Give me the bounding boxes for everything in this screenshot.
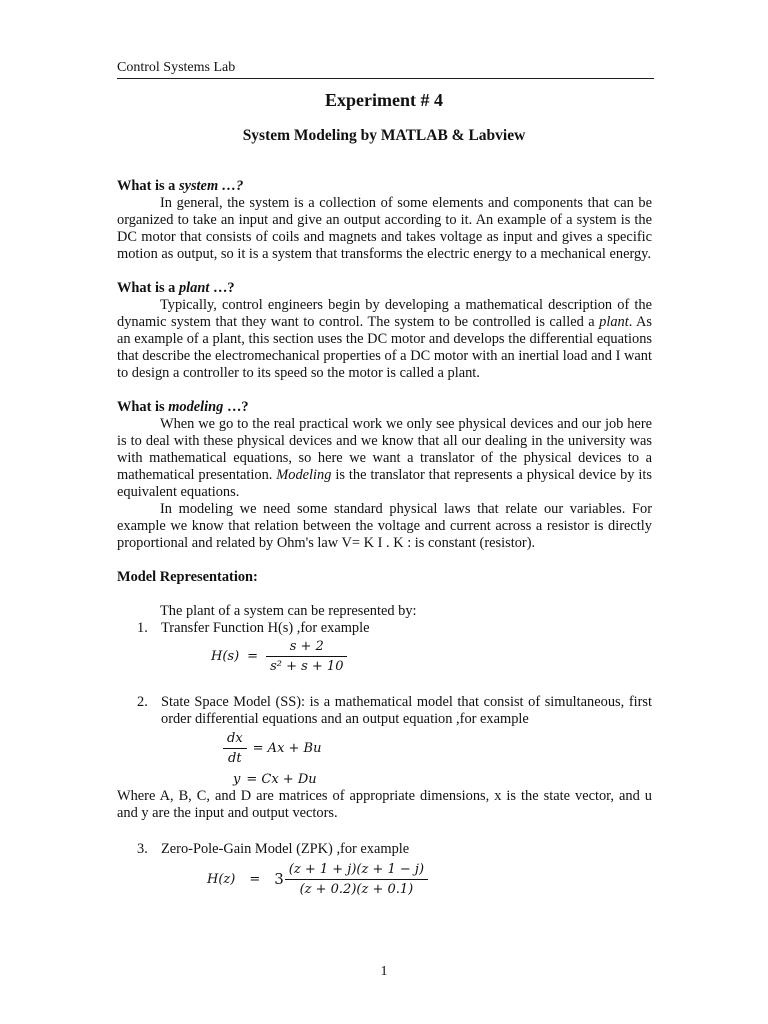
paragraph-system: In general, the system is a collection of some elements and components that can be organized to take an input and give an output according to it. An example of a system is the DC motor that consists of coils and magnets and takes voltage as input and gives a specific motion as output, so it is a system that transforms the electric energy to a mechanical energy.: [117, 195, 652, 262]
equation-denominator: (z + 0.2)(z + 0.1): [299, 882, 414, 897]
equation-equals: =: [247, 649, 259, 664]
heading-what-is-modeling: What is modeling …?: [117, 399, 249, 415]
running-header: Control Systems Lab: [117, 60, 236, 75]
equation-denominator: s² + s + 10: [270, 659, 344, 674]
equation-zpk: [207, 861, 652, 898]
paragraph-plant: Typically, control engineers begin by developing a mathematical description of the dynamic system that they want to control. The system to be controlled is called a plant. As an example of a plant, this section uses the DC motor and develops the differential equations that describe the electromechanical properties of a DC motor with an inertial load and I want to design a controller to its speed so the motor is called a plant.: [117, 297, 652, 381]
equation-output: [233, 771, 652, 788]
list-item-text: Zero-Pole-Gain Model (ZPK) ,for example: [161, 841, 410, 857]
equation-lhs: H(z): [207, 872, 236, 887]
equation-state-rhs: = Ax + Bu: [252, 741, 322, 756]
paragraph-where: Where A, B, C, and D are matrices of appropriate dimensions, x is the state vector, and u and y are the input and output vectors.: [117, 788, 652, 821]
page-subtitle: System Modeling by MATLAB & Labview: [242, 127, 526, 144]
representation-intro: The plant of a system can be represented by:: [160, 603, 417, 619]
equation-numerator: s + 2: [266, 638, 347, 657]
equation-numerator: (z + 1 + j)(z + 1 − j): [285, 861, 428, 880]
list-number: 1.: [137, 620, 148, 636]
list-number: 2.: [137, 694, 148, 710]
list-item-zpk: [117, 841, 652, 898]
equation-transfer-function: [211, 638, 652, 675]
header-rule: [117, 78, 654, 79]
paragraph-modeling-2: In modeling we need some standard physical laws that relate our variables. For example we know that relation between the voltage and current across a resistor is directly proportional and related by Ohm's law V= K I . K : is constant (resistor).: [117, 501, 652, 551]
equation-output-lhs: y: [233, 772, 241, 787]
equation-derivative: [223, 730, 247, 767]
equation-equals: =: [249, 872, 261, 887]
list-item-transfer-function: [117, 620, 652, 675]
equation-output-rhs: = Cx + Du: [246, 772, 317, 787]
derivative-numerator: dx: [223, 730, 247, 749]
paragraph-modeling-1: When we go to the real practical work we only see physical devices and our job here is to deal with these physical devices and we know that all our dealing in the university was with mathematical equations, so here we want a translator of the physical devices to a mathematical presentation. Modeling is the translator that represents a physical device by its equivalent equations.: [117, 416, 653, 500]
derivative-denominator: dt: [228, 751, 242, 766]
page-number: 1: [380, 964, 388, 979]
heading-what-is-plant: What is a plant …?: [117, 280, 235, 296]
list-item-text: Transfer Function H(s) ,for example: [161, 620, 370, 636]
equation-lhs: H(s): [211, 649, 240, 664]
page-title: Experiment # 4: [325, 90, 443, 110]
list-item-state-space: [117, 694, 652, 788]
equation-fraction: [285, 861, 428, 898]
equation-fraction: [266, 638, 347, 675]
heading-model-representation: Model Representation:: [117, 569, 258, 585]
main-content: [117, 178, 652, 898]
list-number: 3.: [137, 841, 148, 857]
list-item-text: State Space Model (SS): is a mathematical model that consist of simultaneous, first order differential equations and an output equation ,for example: [161, 694, 652, 727]
heading-what-is-system: What is a system …?: [117, 178, 244, 194]
equation-gain: 3: [274, 870, 284, 888]
equation-state: [223, 730, 652, 767]
